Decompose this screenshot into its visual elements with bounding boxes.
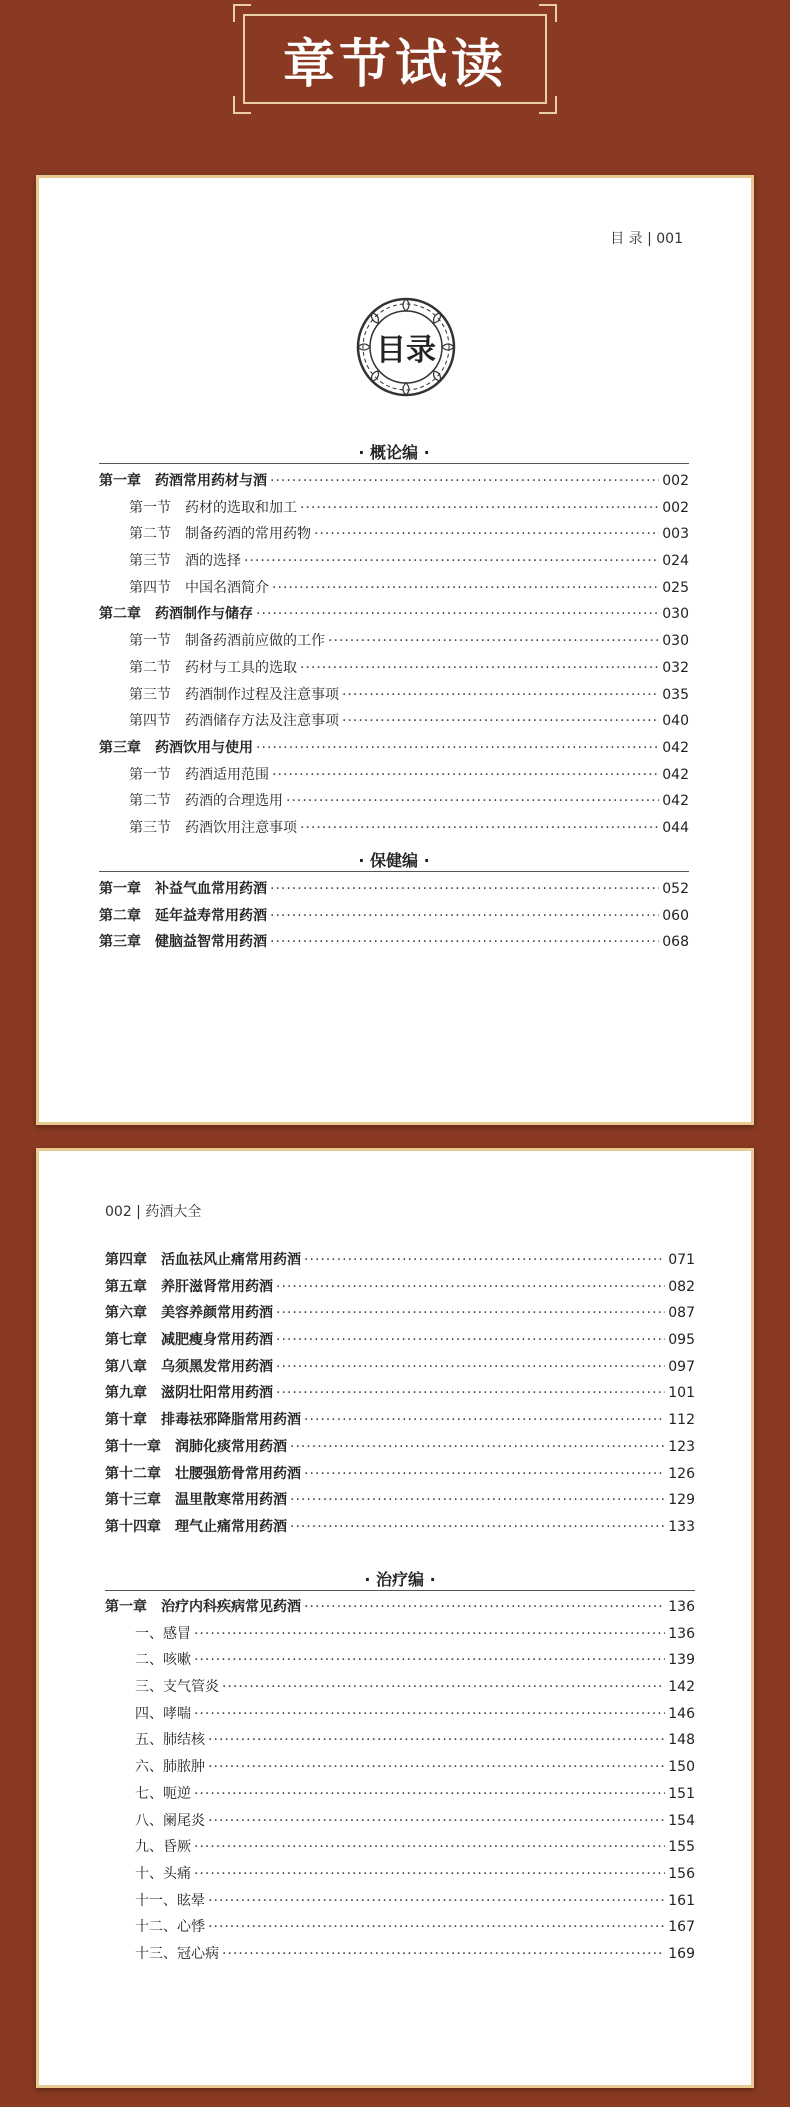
toc-entry-page: 042 <box>662 739 689 756</box>
toc-entry-label: 第二节 <box>129 526 171 543</box>
toc-entry-title: 十三、冠心病 <box>135 1945 219 1962</box>
section-divider <box>99 463 689 464</box>
toc-entry-label: 第一节 <box>129 766 171 783</box>
toc-entry-label: 第三章 <box>99 934 141 951</box>
toc-entry <box>105 1380 695 1407</box>
toc-entry-label: 第四节 <box>129 713 171 730</box>
toc-entry-label: 第三节 <box>129 553 171 570</box>
toc-entry-page: 040 <box>662 713 689 730</box>
toc-entry <box>99 682 689 709</box>
page-header: 目 录 | 001 <box>610 231 683 247</box>
toc-entry <box>99 876 689 903</box>
dot-leader <box>194 1647 665 1674</box>
toc-entry-page: 042 <box>662 766 689 783</box>
toc-entry-title: 理气止痛常用药酒 <box>175 1518 287 1535</box>
toc-entry-page: 167 <box>668 1919 695 1936</box>
toc-entry-page: 068 <box>662 934 689 951</box>
toc-entry-page: 169 <box>668 1945 695 1962</box>
toc-entry-title: 十一、眩晕 <box>135 1892 205 1909</box>
toc-entry-page: 087 <box>668 1305 695 1322</box>
toc-entry-page: 024 <box>662 553 689 570</box>
dot-leader <box>286 788 659 815</box>
toc-entry <box>99 521 689 548</box>
toc-entry <box>105 1514 695 1541</box>
dot-leader <box>290 1487 665 1514</box>
dot-leader <box>300 815 659 842</box>
toc-entry-label: 第八章 <box>105 1358 147 1375</box>
toc-entry-title: 药酒饮用与使用 <box>155 739 253 756</box>
toc-entry-page: 035 <box>662 686 689 703</box>
dot-leader <box>194 1834 665 1861</box>
toc-entry <box>105 1247 695 1274</box>
dot-leader <box>290 1434 665 1461</box>
toc-entry-label: 第六章 <box>105 1305 147 1322</box>
toc-entry <box>99 468 689 495</box>
toc-entry <box>105 1941 695 1968</box>
toc-entry-page: 060 <box>662 907 689 924</box>
dot-leader <box>276 1327 665 1354</box>
toc-entry-title: 三、支气管炎 <box>135 1679 219 1696</box>
toc-entry-title: 润肺化痰常用药酒 <box>175 1438 287 1455</box>
toc-entry-page: 003 <box>662 526 689 543</box>
toc-entry-title: 延年益寿常用药酒 <box>155 907 267 924</box>
toc-entry <box>105 1621 695 1648</box>
toc-entry-title: 减肥瘦身常用药酒 <box>161 1332 273 1349</box>
toc-entry-page: 146 <box>668 1705 695 1722</box>
toc-entry-title: 治疗内科疾病常见药酒 <box>161 1599 301 1615</box>
toc-entry-page: 025 <box>662 579 689 596</box>
toc-entry <box>105 1274 695 1301</box>
toc-entry <box>99 762 689 789</box>
toc-entry <box>105 1461 695 1488</box>
toc-entry <box>105 1914 695 1941</box>
toc-entry-page: 142 <box>668 1679 695 1696</box>
dot-leader <box>304 1461 665 1488</box>
toc-entry-label: 第十四章 <box>105 1518 161 1535</box>
dot-leader <box>244 548 659 575</box>
toc-entry-title: 排毒祛邪降脂常用药酒 <box>161 1412 301 1429</box>
dot-leader <box>256 735 659 762</box>
toc-entry-page: 148 <box>668 1732 695 1749</box>
toc-entry-label: 第四节 <box>129 579 171 596</box>
toc-entry-title: 药材的选取和加工 <box>185 499 297 516</box>
toc-entry-title: 健脑益智常用药酒 <box>155 934 267 951</box>
toc-entry-label: 第二节 <box>129 793 171 810</box>
toc-list <box>99 876 689 956</box>
dot-leader <box>304 1247 665 1274</box>
toc-entry-title: 美容养颜常用药酒 <box>161 1305 273 1322</box>
toc-entry-page: 136 <box>668 1599 695 1615</box>
toc-entry <box>105 1861 695 1888</box>
toc-entry-title: 六、肺脓肿 <box>135 1759 205 1776</box>
dot-leader <box>208 1808 665 1835</box>
toc-entry-label: 第一节 <box>129 499 171 516</box>
toc-entry-page: 133 <box>668 1518 695 1535</box>
toc-entry-page: 126 <box>668 1465 695 1482</box>
toc-entry-page: 139 <box>668 1652 695 1669</box>
toc-entry <box>105 1674 695 1701</box>
toc-entry-page: 002 <box>662 499 689 516</box>
toc-entry-label: 第一章 <box>99 473 141 489</box>
toc-entry <box>105 1701 695 1728</box>
dot-leader <box>300 655 659 682</box>
toc-entry-label: 第一章 <box>99 881 141 897</box>
dot-leader <box>328 628 659 655</box>
toc-entry-page: 032 <box>662 659 689 676</box>
toc-entry-page: 002 <box>662 473 689 489</box>
dot-leader <box>256 601 659 628</box>
toc-entry-title: 二、咳嗽 <box>135 1652 191 1669</box>
toc-list <box>105 1247 695 1541</box>
toc-entry-title: 八、阑尾炎 <box>135 1812 205 1829</box>
toc-entry-title: 药酒的合理选用 <box>185 793 283 810</box>
toc-entry-title: 一、感冒 <box>135 1625 191 1642</box>
toc-entry <box>99 495 689 522</box>
toc-entry-title: 乌须黑发常用药酒 <box>161 1358 273 1375</box>
toc-entry-page: 154 <box>668 1812 695 1829</box>
toc-entry-title: 药酒常用药材与酒 <box>155 473 267 489</box>
toc-entry <box>105 1754 695 1781</box>
toc-entry-label: 第三章 <box>99 739 141 756</box>
toc-entry <box>105 1354 695 1381</box>
toc-entry-label: 第十一章 <box>105 1438 161 1455</box>
dot-leader <box>304 1594 665 1621</box>
toc-entry-title: 活血祛风止痛常用药酒 <box>161 1252 301 1268</box>
dot-leader <box>194 1781 665 1808</box>
toc-entry-title: 七、呃逆 <box>135 1785 191 1802</box>
section-title: · 治疗编 · <box>364 1570 436 1589</box>
dot-leader <box>222 1674 665 1701</box>
toc-entry <box>99 548 689 575</box>
toc-entry-label: 第五章 <box>105 1278 147 1295</box>
toc-entry-page: 150 <box>668 1759 695 1776</box>
toc-entry <box>99 903 689 930</box>
toc-entry-label: 第四章 <box>105 1252 147 1268</box>
toc-entry-title: 四、哮喘 <box>135 1705 191 1722</box>
toc-page-1 <box>36 175 754 1125</box>
dot-leader <box>208 1727 665 1754</box>
dot-leader <box>208 1888 665 1915</box>
dot-leader <box>270 903 659 930</box>
dot-leader <box>342 682 659 709</box>
toc-entry <box>105 1434 695 1461</box>
toc-entry <box>99 628 689 655</box>
section-divider <box>105 1590 695 1591</box>
banner-title: 章节试读 <box>282 34 507 95</box>
toc-entry-label: 第七章 <box>105 1332 147 1349</box>
toc-entry-page: 161 <box>668 1892 695 1909</box>
toc-page-2 <box>36 1148 754 2088</box>
toc-entry <box>99 575 689 602</box>
toc-entry <box>105 1487 695 1514</box>
toc-entry-title: 温里散寒常用药酒 <box>175 1492 287 1509</box>
dot-leader <box>314 521 659 548</box>
toc-entry-label: 第十章 <box>105 1412 147 1429</box>
dot-leader <box>342 708 659 735</box>
toc-entry-page: 095 <box>668 1332 695 1349</box>
toc-entry-title: 制备药酒的常用药物 <box>185 526 311 543</box>
dot-leader <box>194 1621 665 1648</box>
dot-leader <box>270 876 659 903</box>
section-divider <box>99 871 689 872</box>
toc-entry-page: 101 <box>668 1385 695 1402</box>
toc-entry-title: 中国名酒简介 <box>185 579 269 596</box>
toc-entry-page: 129 <box>668 1492 695 1509</box>
toc-entry-page: 082 <box>668 1278 695 1295</box>
toc-entry-title: 药酒制作与储存 <box>155 606 253 623</box>
toc-entry-title: 九、昏厥 <box>135 1839 191 1856</box>
toc-entry-title: 十二、心悸 <box>135 1919 205 1936</box>
dot-leader <box>270 929 659 956</box>
dot-leader <box>272 575 659 602</box>
dot-leader <box>276 1354 665 1381</box>
toc-entry-label: 第十二章 <box>105 1465 161 1482</box>
toc-entry-label: 第二章 <box>99 907 141 924</box>
dot-leader <box>276 1300 665 1327</box>
toc-entry-page: 155 <box>668 1839 695 1856</box>
toc-entry <box>99 815 689 842</box>
toc-entry <box>105 1407 695 1434</box>
toc-entry-page: 071 <box>668 1252 695 1268</box>
toc-entry-title: 制备药酒前应做的工作 <box>185 633 325 650</box>
toc-entry-page: 052 <box>662 881 689 897</box>
toc-entry <box>99 788 689 815</box>
banner <box>0 0 790 150</box>
toc-entry-title: 药材与工具的选取 <box>185 659 297 676</box>
toc-entry-page: 097 <box>668 1358 695 1375</box>
toc-list <box>99 468 689 842</box>
toc-entry <box>105 1300 695 1327</box>
toc-entry-label: 第十三章 <box>105 1492 161 1509</box>
toc-entry <box>105 1327 695 1354</box>
dot-leader <box>208 1914 665 1941</box>
toc-entry <box>105 1727 695 1754</box>
toc-entry <box>99 929 689 956</box>
toc-entry-label: 第一节 <box>129 633 171 650</box>
toc-entry-label: 第九章 <box>105 1385 147 1402</box>
toc-entry <box>105 1594 695 1621</box>
toc-entry-page: 030 <box>662 606 689 623</box>
section-title: · 保健编 · <box>358 851 430 870</box>
toc-entry <box>105 1808 695 1835</box>
toc-entry-title: 药酒适用范围 <box>185 766 269 783</box>
toc-entry-page: 044 <box>662 819 689 836</box>
toc-entry-title: 补益气血常用药酒 <box>155 881 267 897</box>
toc-entry-title: 酒的选择 <box>185 553 241 570</box>
toc-entry-label: 第三节 <box>129 686 171 703</box>
seal-ornament-icon <box>355 296 457 398</box>
toc-entry <box>99 601 689 628</box>
toc-entry-label: 第二章 <box>99 606 141 623</box>
toc-entry-page: 123 <box>668 1438 695 1455</box>
toc-entry <box>99 735 689 762</box>
toc-entry-label: 第一章 <box>105 1599 147 1615</box>
dot-leader <box>194 1701 665 1728</box>
dot-leader <box>300 495 659 522</box>
toc-entry-title: 滋阴壮阳常用药酒 <box>161 1385 273 1402</box>
toc-list <box>105 1594 695 1968</box>
dot-leader <box>222 1941 665 1968</box>
page-header: 002 | 药酒大全 <box>105 1204 202 1220</box>
toc-entry-page: 151 <box>668 1785 695 1802</box>
toc-entry-label: 第二节 <box>129 659 171 676</box>
toc-entry-title: 药酒饮用注意事项 <box>185 819 297 836</box>
toc-entry <box>105 1781 695 1808</box>
dot-leader <box>272 762 659 789</box>
toc-entry-page: 112 <box>668 1412 695 1429</box>
toc-entry-page: 042 <box>662 793 689 810</box>
toc-entry <box>99 655 689 682</box>
banner-frame <box>243 14 547 104</box>
dot-leader <box>276 1274 665 1301</box>
toc-entry-page: 030 <box>662 633 689 650</box>
toc-entry-title: 养肝滋肾常用药酒 <box>161 1278 273 1295</box>
toc-entry <box>105 1647 695 1674</box>
toc-entry <box>105 1888 695 1915</box>
dot-leader <box>270 468 659 495</box>
toc-entry-title: 壮腰强筋骨常用药酒 <box>175 1465 301 1482</box>
toc-entry-title: 药酒制作过程及注意事项 <box>185 686 339 703</box>
dot-leader <box>276 1380 665 1407</box>
section-title: · 概论编 · <box>358 443 430 462</box>
dot-leader <box>208 1754 665 1781</box>
toc-entry <box>105 1834 695 1861</box>
dot-leader <box>290 1514 665 1541</box>
toc-entry <box>99 708 689 735</box>
dot-leader <box>304 1407 665 1434</box>
seal-title: 目录 <box>376 333 436 368</box>
toc-entry-page: 136 <box>668 1625 695 1642</box>
toc-entry-label: 第三节 <box>129 819 171 836</box>
toc-entry-title: 药酒储存方法及注意事项 <box>185 713 339 730</box>
toc-entry-title: 五、肺结核 <box>135 1732 205 1749</box>
dot-leader <box>194 1861 665 1888</box>
toc-entry-page: 156 <box>668 1865 695 1882</box>
toc-entry-title: 十、头痛 <box>135 1865 191 1882</box>
